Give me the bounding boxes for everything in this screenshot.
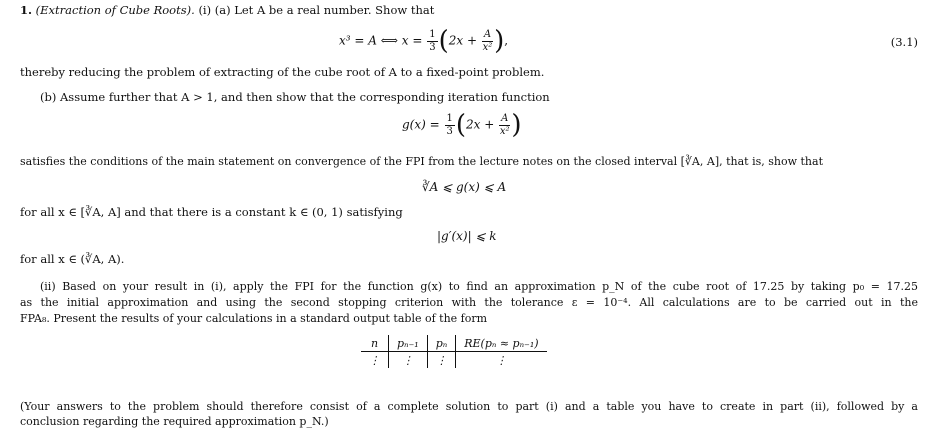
table-cell: ⋮ xyxy=(369,353,380,367)
eq2-inner-num: A xyxy=(501,112,509,124)
eq2-frac-den: 3 xyxy=(446,125,453,137)
eq1-fraction xyxy=(427,29,437,54)
table-cell: ⋮ xyxy=(389,352,428,369)
eq1-frac-num: 1 xyxy=(429,28,436,40)
inequality-g: ∛A ⩽ g(x) ⩽ A xyxy=(422,180,507,194)
eq1-frac-den: 3 xyxy=(429,41,436,53)
eq2-inner: 2x + xyxy=(466,117,499,132)
eq1-inner: 2x + xyxy=(448,33,481,48)
part-ii-line-2: as the initial approximation and using the second stopping criterion with the tolerance ε = 10⁻⁴. All calculations are to be carried out in the xyxy=(20,296,918,309)
table-header-p-n: pₙ xyxy=(427,335,456,352)
eq2-inner-fraction xyxy=(499,113,510,138)
table-header-n: n xyxy=(361,335,389,352)
part-b-line: (b) Assume further that A > 1, and then show that the corresponding iteration function xyxy=(40,90,550,104)
eq1-inner-fraction xyxy=(482,29,493,54)
eq2-lhs: g(x) = xyxy=(402,117,444,132)
eq2-fraction xyxy=(445,113,455,138)
table-header-re: RE(pₙ ≈ pₙ₋₁) xyxy=(456,335,547,352)
problem-title: (Extraction of Cube Roots). xyxy=(35,3,195,17)
table-header-p-prev: pₙ₋₁ xyxy=(389,335,428,352)
reduce-line: thereby reducing the problem of extracting of the cube root of A to a fixed-point problem. xyxy=(20,65,545,79)
part-i-a-intro: (i) (a) Let A be a real number. Show that xyxy=(198,3,435,17)
forall-line-2: for all x ∈ (∛A, A). xyxy=(20,252,125,266)
eq2-frac-num: 1 xyxy=(446,112,453,124)
table-row xyxy=(361,352,547,369)
eq1-tail: , xyxy=(504,33,509,48)
equation-3-1: x³ = A ⟺ x = $\frac{1}{3}$ (2x + $\frac{A}{\text{x²}}$ ), xyxy=(339,26,509,56)
eq1-inner-den: x² xyxy=(482,41,493,53)
satisfies-line: satisfies the conditions of the main statement on convergence of the FPI from the lecture notes on the closed interval [∛A, A], that is, show that xyxy=(20,155,823,168)
table-header-row xyxy=(361,335,547,352)
part-ii-line-3: FPA₈. Present the results of your calculations in a standard output table of the form xyxy=(20,312,488,325)
problem-number: 1. xyxy=(20,3,33,17)
equation-number: (3.1) xyxy=(890,35,918,49)
part-ii-line-1: (ii) Based on your result in (i), apply the FPI for the function g(x) to find an approximation p_N of the cube root of 17.25 by taking p₀ = 17.25 xyxy=(40,280,918,293)
note-line-2: conclusion regarding the required approximation p_N.) xyxy=(20,415,329,428)
forall-line-1: for all x ∈ [∛A, A] and that there is a constant k ∈ (0, 1) satisfying xyxy=(20,205,403,219)
problem-heading-line xyxy=(20,3,918,17)
eq1-lhs: x³ = A ⟺ x = xyxy=(339,33,427,48)
table-cell: ⋮ xyxy=(427,352,456,369)
derivative-bound: |g′(x)| ⩽ k xyxy=(437,229,497,243)
output-table xyxy=(361,335,547,368)
eq1-inner-num: A xyxy=(483,28,492,40)
equation-g: g(x) = $\frac{1}{3}$ (2x + $\frac{A}{\text{x²}}$ ) xyxy=(402,110,522,140)
table-cell: ⋮ xyxy=(456,352,547,369)
eq2-inner-den: x² xyxy=(499,125,510,137)
note-line-1: (Your answers to the problem should therefore consist of a complete solution to part (i) and a table you have to create in part (ii), followed by a xyxy=(20,400,918,413)
